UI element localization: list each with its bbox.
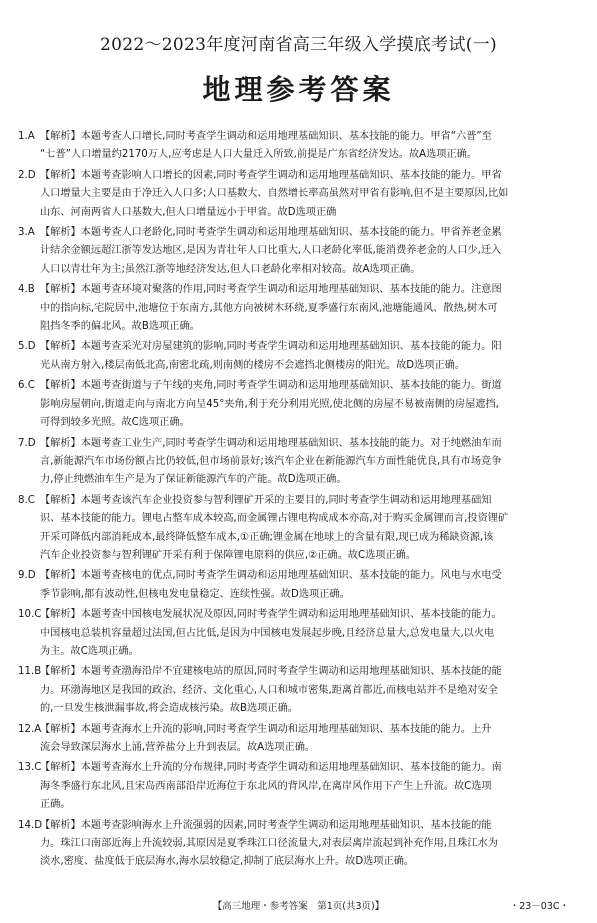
answer-text-line: 【解析】本题考查环境对聚落的作用,同时考查学生调动和运用地理基础知识、基本技能的能力。注意图	[40, 284, 502, 296]
answer-number: 13.C	[18, 762, 42, 774]
answer-text-line: 开采可降低内部消耗成本,最终降低整车成本,①正确;锂金属在地球上的含量有限,现已成为稀缺资源,该	[40, 531, 494, 543]
answer-item	[18, 567, 583, 604]
answer-number: 8.C	[18, 494, 35, 506]
answer-list	[18, 128, 583, 874]
answer-text-line: 【解析】本题考查影响人口增长的因素,同时考查学生调动和运用地理基础知识、基本技能的能力。甲省	[40, 169, 502, 181]
answer-text-line: 【解析】本题考查渤海沿岸不宜建核电站的原因,同时考查学生调动和运用地理基础知识、基本技能的能	[40, 666, 502, 678]
answer-item	[18, 377, 583, 432]
answer-text-line: 【解析】本题考查工业生产,同时考查学生调动和运用地理基础知识、基本技能的能力。对于纯燃油车而	[40, 437, 502, 449]
answer-text-line: 识、基本技能的能力。锂电占整车成本较高,而金属锂占锂电构成成本亦高,对于购买金属锂而言,投资锂矿	[40, 513, 509, 525]
footer-page-info: 【高三地理・参考答案 第1页(共3页)】	[212, 901, 385, 912]
answer-text-line: 【解析】本题考查海水上升流的分布规律,同时考查学生调动和运用地理基础知识、基本技能的能力。南	[40, 762, 502, 774]
answer-text-line: 流会导致深层海水上涌,营养盐分上升到表层。故A选项正确。	[40, 742, 316, 753]
page-title: 地理参考答案	[202, 73, 395, 106]
answer-item	[18, 721, 583, 758]
answer-text-line: 【解析】本题考查影响海水上升流强弱的因素,同时考查学生调动和运用地理基础知识、基本技能的能	[40, 819, 492, 831]
answer-number: 6.C	[18, 380, 35, 392]
answer-text-line: 影响房屋朝向,街道走向与南北方向呈45°夹角,利于充分利用光照,使北侧的房屋不易被南侧的房屋遮挡,	[40, 398, 499, 410]
answer-text-line: 力。环渤海地区是我国的政治、经济、文化重心,人口和城市密集,距离首都近,而核电站并不是绝对安全	[40, 684, 498, 696]
answer-text-line: 力。珠江口南部近海上升流较弱,其原因是夏季珠江口径流量大,对表层离岸流起到补充作用,且珠江水为	[40, 838, 498, 850]
answer-text-line: 可得到较多光照。故C选项正确。	[40, 417, 190, 429]
footer-code: ・23－03C・	[509, 901, 569, 912]
answer-item	[18, 338, 583, 375]
answer-text-line: “七普”人口增量约2170万人,应考虑是人口大量迁入所致,前提是广东省经济发达。故A选项正确。	[40, 149, 478, 161]
answer-number: 2.D	[18, 169, 36, 181]
answer-text-line: 计结余金额远超江浙等发达地区,是因为青壮年人口比重大,人口老龄化率低,能消费养老金的人口少,迁入	[40, 245, 502, 257]
answer-item	[18, 435, 583, 490]
answer-number: 5.D	[18, 341, 36, 353]
answer-text-line: 【解析】本题考查该汽车企业投资参与智利锂矿开采的主要目的,同时考查学生调动和运用地理基础知	[40, 494, 492, 506]
answer-text-line: 人口以青壮年为主;虽然江浙等地经济发达,但人口老龄化率相对较高。故A选项正确。	[40, 263, 421, 275]
answer-text-line: 山东、河南两省人口基数大,但人口增量远小于甲省。故D选项正确	[40, 206, 337, 218]
answer-text-line: 光从南方射入,楼层南低北高,南密北疏,则南侧的楼房不会遮挡北侧楼房的阳光。故D选项正确。	[40, 359, 466, 371]
answer-text-line: 力,停止纯燃油车生产是为了保证新能源汽车的产能。故D选项正确。	[40, 474, 347, 486]
answer-text-line: 汽车企业投资参与智利锂矿开采有利于保障锂电原料的供应,②正确。故C选项正确。	[40, 549, 417, 561]
answer-text-line: 【解析】本题考查采光对房屋建筑的影响,同时考查学生调动和运用地理基础知识、基本技能的能力。阳	[40, 341, 502, 353]
answer-item	[18, 817, 583, 872]
answer-item	[18, 492, 583, 566]
answer-item	[18, 663, 583, 718]
answer-text-line: 【解析】本题考查海水上升流的影响,同时考查学生调动和运用地理基础知识、基本技能的能力。上升	[40, 723, 492, 735]
answer-text-line: 【解析】本题考查人口老龄化,同时考查学生调动和运用地理基础知识、基本技能的能力。甲省养老金累	[40, 227, 502, 239]
answer-number: 10.C	[18, 609, 42, 621]
answer-text-line: 【解析】本题考查核电的优点,同时考查学生调动和运用地理基础知识、基本技能的能力。风电与水电受	[40, 570, 502, 582]
answer-number: 9.D	[18, 570, 36, 582]
answer-number: 7.D	[18, 437, 36, 449]
answer-text-line: 阻挡冬季的偏北风。故B选项正确。	[40, 321, 200, 333]
answer-item	[18, 128, 583, 165]
answer-number: 3.A	[18, 227, 35, 239]
answer-text-line: 【解析】本题考查中国核电发展状况及原因,同时考查学生调动和运用地理基础知识、基本技能的能力。	[40, 609, 502, 621]
answer-text-line: 言,新能源汽车市场份额占比仍较低,但市场前景好;该汽车企业在新能源汽车方面性能优良,具有市场竞争	[40, 455, 502, 467]
answer-number: 11.B	[18, 666, 42, 678]
exam-title: 2022～2023年度河南省高三年级入学摸底考试(一)	[100, 35, 497, 55]
answer-number: 12.A	[18, 723, 42, 735]
answer-item	[18, 606, 583, 661]
answer-text-line: 淡水,密度、盐度低于底层海水,海水层较稳定,抑制了底层海水上升。故D选项正确。	[40, 856, 415, 868]
answer-text-line: 中的指向标,宅院居中,池塘位于东南方,其他方向被树木环绕,夏季盛行东南风,池塘能通风、散热,树木可	[40, 302, 498, 314]
answer-text-line: 海冬季盛行东北风,且宋岛西南部沿岸近海位于东北风的背风岸,在离岸风作用下产生上升流。故C选项	[40, 780, 492, 792]
answer-number: 1.A	[18, 131, 35, 142]
answer-text-line: 人口增量大主要是由于净迁入人口多;人口基数大、自然增长率高虽然对甲省有影响,但不是主要原因,比如	[40, 188, 509, 200]
answer-text-line: 季节影响,都有波动性,但核电发电量稳定、连续性强。故D选项正确。	[40, 588, 350, 600]
answer-text-line: 【解析】本题考查人口增长,同时考查学生调动和运用地理基础知识、基本技能的能力。甲省“六普”至	[40, 131, 492, 142]
answer-text-line: 中国核电总装机容量超过法国,但占比低,是因为中国核电发展起步晚,且经济总量大,总发电量大,以火电	[40, 627, 495, 639]
answer-text-line: 为主。故C选项正确。	[40, 645, 139, 657]
answer-number: 14.D	[18, 819, 43, 831]
answer-number: 4.B	[18, 284, 35, 296]
answer-item	[18, 224, 583, 279]
answer-text-line: 正确。	[40, 799, 71, 811]
answer-text-line: 【解析】本题考查街道与子午线的夹角,同时考查学生调动和运用地理基础知识、基本技能的能力。街道	[40, 380, 502, 392]
answer-item	[18, 759, 583, 814]
answer-text-line: 的,一旦发生核泄漏事故,将会造成核污染。故B选项正确。	[40, 703, 298, 715]
answer-item	[18, 281, 583, 336]
answer-item	[18, 167, 583, 222]
